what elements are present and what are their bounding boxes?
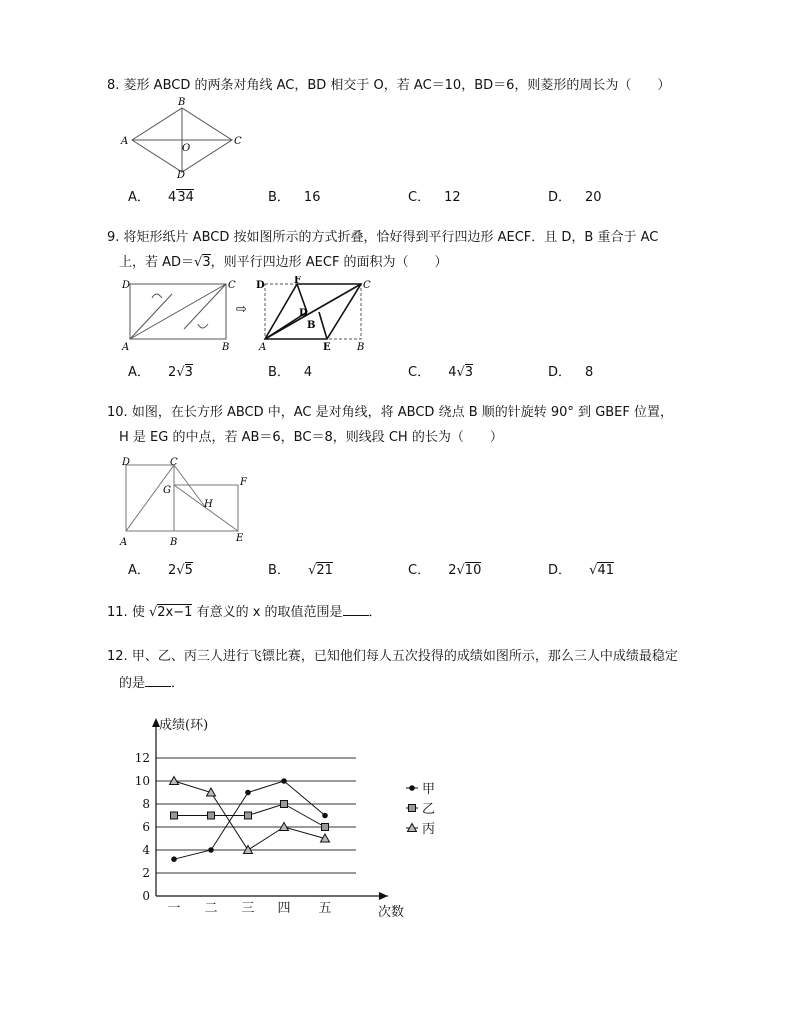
y-tick-label: 12: [134, 751, 150, 765]
svg-text:F: F: [240, 477, 247, 488]
question-10: [107, 403, 673, 423]
question-text-line1: 如图，在长方形 ABCD 中，AC 是对角线，将 ABCD 绕点 B 顺的针旋转 90° 到 GBEF 位置，: [131, 405, 674, 420]
x-tick-label: 五: [318, 901, 332, 916]
question-9: [107, 228, 658, 248]
svg-text:D: D: [299, 308, 308, 319]
question-number: 8.: [107, 78, 120, 93]
arrow-icon: ⇨: [236, 302, 247, 317]
label-A: A: [121, 136, 129, 147]
fold-figure-original: [118, 276, 236, 354]
data-point: [281, 801, 288, 808]
data-point: [171, 856, 177, 862]
y-tick-label: 0: [142, 889, 150, 903]
answer-blank[interactable]: [343, 601, 369, 616]
rotation-figure: [118, 455, 258, 550]
question-12-line2: 的是 ．: [119, 672, 184, 694]
legend-label: 甲: [422, 782, 436, 797]
label-O: O: [182, 143, 191, 154]
svg-text:D: D: [122, 280, 131, 291]
data-point: [245, 812, 252, 819]
q8-option-d[interactable]: D． 20: [548, 190, 602, 205]
y-tick-label: 10: [134, 774, 150, 788]
q10-option-a[interactable]: A． 2√5: [128, 563, 193, 578]
question-9-line2: 上，若 AD＝√3，则平行四边形 AECF 的面积为（ ）: [119, 255, 448, 270]
legend-marker: [409, 805, 416, 812]
data-point: [245, 790, 251, 796]
svg-text:G: G: [163, 485, 171, 496]
x-tick-label: 三: [241, 901, 255, 916]
y-axis-label: 成绩(环): [159, 718, 209, 733]
y-tick-label: 8: [142, 797, 150, 811]
svg-text:C: C: [170, 457, 178, 468]
svg-text:C: C: [228, 280, 236, 291]
q9-option-c[interactable]: C． 4√3: [408, 365, 474, 380]
q8-option-a[interactable]: A． 434: [128, 190, 194, 205]
radical-expression: 2x−1: [157, 605, 193, 620]
svg-text:A: A: [122, 342, 130, 353]
x-tick-label: 四: [277, 901, 291, 916]
data-point: [322, 813, 328, 819]
y-tick-label: 2: [142, 866, 150, 880]
scores-line-chart: [120, 712, 450, 924]
svg-text:E: E: [236, 533, 244, 544]
question-10-line2: H 是 EG 的中点，若 AB＝6，BC＝8，则线段 CH 的长为（ ）: [119, 430, 503, 445]
svg-text:B: B: [170, 537, 178, 548]
legend-marker: [409, 785, 415, 791]
svg-text:D: D: [256, 280, 265, 291]
label-B: B: [178, 97, 186, 108]
x-tick-label: 一: [167, 901, 181, 916]
svg-text:A: A: [120, 537, 128, 548]
y-tick-label: 6: [142, 820, 150, 834]
x-axis-label: 次数: [378, 905, 405, 920]
question-number: 10.: [107, 405, 128, 420]
data-point: [208, 812, 215, 819]
data-point: [281, 778, 287, 784]
q10-option-c[interactable]: C． 2√10: [408, 563, 482, 578]
svg-text:F: F: [294, 276, 302, 286]
rhombus-figure: [118, 96, 248, 178]
question-8: [107, 76, 670, 96]
label-D: D: [177, 170, 186, 178]
q9-option-a[interactable]: A． 2√3: [128, 365, 193, 380]
y-tick-label: 4: [142, 843, 150, 857]
legend-label: 乙: [422, 802, 436, 817]
q10-option-d[interactable]: D． √41: [548, 563, 614, 578]
svg-text:E: E: [323, 342, 331, 353]
x-tick-label: 二: [204, 901, 218, 916]
svg-text:H: H: [204, 499, 213, 510]
data-point: [322, 824, 329, 831]
q10-option-b[interactable]: B． √21: [268, 563, 333, 578]
svg-text:B: B: [307, 320, 316, 331]
q9-option-b[interactable]: B． 4: [268, 365, 313, 380]
question-text: 菱形 ABCD 的两条对角线 AC，BD 相交于 O，若 AC＝10，BD＝6，则菱形的周长为（ ）: [123, 78, 671, 93]
x-axis-arrow: [379, 892, 388, 900]
svg-text:D: D: [122, 457, 131, 468]
q8-option-c[interactable]: C． 12: [408, 190, 461, 205]
answer-blank[interactable]: [145, 672, 171, 687]
svg-text:C: C: [363, 280, 371, 291]
question-11: 11. 使 √2x−1 有意义的 x 的取值范围是 ．: [107, 601, 382, 623]
question-text-line1: 将矩形纸片 ABCD 按如图所示的方式折叠，恰好得到平行四边形 AECF．且 D，B 重合于 AC: [123, 230, 659, 245]
q9-option-d[interactable]: D． 8: [548, 365, 594, 380]
question-number: 9.: [107, 230, 120, 245]
question-12: 12. 甲、乙、丙三人进行飞镖比赛，已知他们每人五次投得的成绩如图所示，那么三人中成绩最稳定: [107, 649, 678, 664]
fold-figure-result: [255, 276, 375, 354]
data-point: [171, 812, 178, 819]
legend-label: 丙: [422, 822, 436, 837]
label-C: C: [234, 136, 242, 147]
q8-option-b[interactable]: B． 16: [268, 190, 321, 205]
svg-text:A: A: [259, 342, 267, 353]
data-point: [208, 847, 214, 853]
svg-text:B: B: [222, 342, 230, 353]
svg-text:B: B: [357, 342, 365, 353]
